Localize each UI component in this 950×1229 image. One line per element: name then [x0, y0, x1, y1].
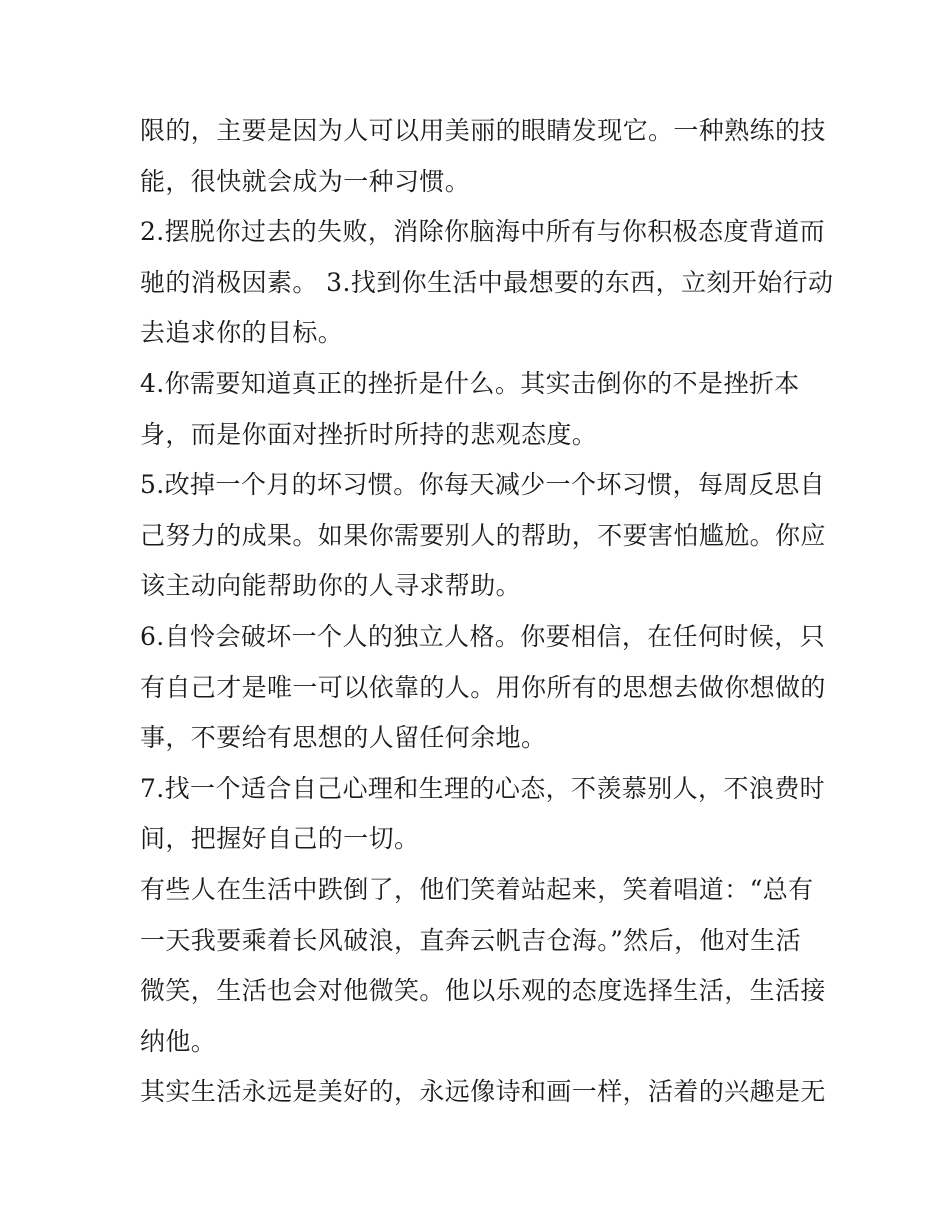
text-line: 一天我要乘着长风破浪，直奔云帆吉仓海。”然后，他对生活: [140, 925, 802, 955]
text-line: 身，而是你面对挫折时所持的悲观态度。: [140, 419, 598, 449]
text-line: 驰的消极因素。 3.找到你生活中最想要的东西，立刻开始行动: [140, 267, 834, 297]
text-line: 2.摆脱你过去的失败，消除你脑海中所有与你积极态度背道而: [140, 217, 826, 247]
text-line: 间，把握好自己的一切。: [140, 824, 420, 854]
text-line: 事，不要给有思想的人留任何余地。: [140, 723, 547, 753]
text-line: 4.你需要知道真正的挫折是什么。其实击倒你的不是挫折本: [140, 368, 800, 398]
text-line: 纳他。: [140, 1026, 217, 1056]
text-line: 微笑，生活也会对他微笑。他以乐观的态度选择生活，生活接: [140, 976, 826, 1006]
text-line: 有些人在生活中跌倒了，他们笑着站起来，笑着唱道：“总有: [140, 874, 814, 904]
text-line: 限的，主要是因为人可以用美丽的眼睛发现它。一种熟练的技: [140, 116, 826, 145]
text-line: 有自己才是唯一可以依靠的人。用你所有的思想去做你想做的: [140, 672, 826, 702]
text-line: 7.找一个适合自己心理和生理的心态，不羡慕别人，不浪费时: [140, 773, 826, 803]
text-line: 其实生活永远是美好的，永远像诗和画一样，活着的兴趣是无: [140, 1077, 826, 1107]
text-line: 去追求你的目标。: [140, 318, 344, 348]
text-line: 该主动向能帮助你的人寻求帮助。: [140, 571, 522, 601]
text-line: 6.自怜会破坏一个人的独立人格。你要相信，在任何时候，只: [140, 621, 826, 651]
text-line: 己努力的成果。如果你需要别人的帮助，不要害怕尴尬。你应: [140, 520, 826, 550]
body-text: [140, 106, 834, 1118]
text-line: 5.改掉一个月的坏习惯。你每天减少一个坏习惯，每周反思自: [140, 470, 826, 500]
text-line: 能，很快就会成为一种习惯。: [140, 166, 471, 196]
